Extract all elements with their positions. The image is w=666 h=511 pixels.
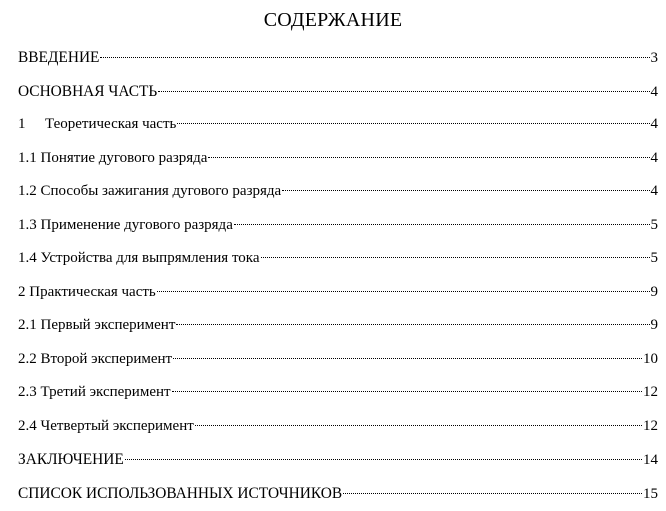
toc-leader-dots xyxy=(176,324,649,325)
toc-entry-references[interactable] xyxy=(18,477,658,511)
toc-entry-label xyxy=(18,108,176,142)
toc-leader-dots xyxy=(177,123,649,124)
toc-entry-label: ВВЕДЕНИЕ xyxy=(18,49,100,66)
toc-leader-dots xyxy=(208,157,649,158)
toc-entry-page: 4 xyxy=(650,183,658,199)
toc-leader-dots xyxy=(158,91,649,92)
toc-leader-dots xyxy=(157,291,650,292)
toc-entry-label: 1.3 Применение дугового разряда xyxy=(18,216,233,233)
toc-entry-label: 1.2 Способы зажигания дугового разряда xyxy=(18,183,282,199)
toc-entry-page: 5 xyxy=(650,250,658,266)
toc-entry-label: 2.2 Второй эксперимент xyxy=(18,350,173,367)
toc-entry-page: 3 xyxy=(650,50,658,66)
toc-leader-dots xyxy=(100,57,649,58)
toc-entry-theoretical-part[interactable] xyxy=(18,108,658,142)
toc-entry-page: 4 xyxy=(650,116,658,132)
toc-entry-label: ОСНОВНАЯ ЧАСТЬ xyxy=(18,82,158,100)
toc-entry-number: 1 xyxy=(18,116,26,132)
toc-entry-label: 2.4 Четвертый эксперимент xyxy=(18,417,194,434)
toc-list xyxy=(18,41,658,510)
toc-entry-page: 4 xyxy=(650,149,658,166)
toc-leader-dots xyxy=(234,224,650,225)
toc-entry-introduction[interactable] xyxy=(18,41,658,75)
toc-entry-page: 14 xyxy=(643,452,658,468)
toc-entry-label: 1.4 Устройства для выпрямления тока xyxy=(18,250,260,266)
toc-entry-page: 10 xyxy=(643,350,658,367)
toc-entry-label: ЗАКЛЮЧЕНИЕ xyxy=(18,451,124,468)
toc-entry-practical-part[interactable] xyxy=(18,276,658,310)
toc-entry-page: 9 xyxy=(650,317,658,333)
toc-entry-label: СПИСОК ИСПОЛЬЗОВАННЫХ ИСТОЧНИКОВ xyxy=(18,484,343,502)
toc-entry-main-part[interactable] xyxy=(18,75,658,109)
toc-entry-page: 15 xyxy=(643,485,658,502)
toc-leader-dots xyxy=(172,391,642,392)
toc-leader-dots xyxy=(282,190,649,191)
toc-leader-dots xyxy=(343,493,642,494)
toc-entry-page: 5 xyxy=(650,216,658,233)
toc-title: СОДЕРЖАНИЕ xyxy=(263,9,403,31)
toc-entry-page: 12 xyxy=(643,384,658,400)
toc-entry-1-2[interactable] xyxy=(18,175,658,209)
toc-leader-dots xyxy=(173,358,642,359)
toc-entry-label: 2.1 Первый эксперимент xyxy=(18,317,176,333)
toc-leader-dots xyxy=(195,425,642,426)
toc-entry-page: 9 xyxy=(650,283,658,300)
toc-entry-conclusion[interactable] xyxy=(18,443,658,477)
toc-entry-2-1[interactable] xyxy=(18,309,658,343)
toc-entry-1-3[interactable] xyxy=(18,209,658,243)
toc-entry-2-4[interactable] xyxy=(18,410,658,444)
toc-entry-2-3[interactable] xyxy=(18,376,658,410)
toc-entry-1-1[interactable] xyxy=(18,142,658,176)
toc-leader-dots xyxy=(125,459,642,460)
toc-entry-label: 2 Практическая часть xyxy=(18,283,156,300)
toc-entry-label: 1.1 Понятие дугового разряда xyxy=(18,149,208,166)
toc-entry-page: 12 xyxy=(643,417,658,434)
toc-entry-1-4[interactable] xyxy=(18,242,658,276)
toc-leader-dots xyxy=(261,257,650,258)
toc-entry-2-2[interactable] xyxy=(18,343,658,377)
toc-entry-label: 2.3 Третий эксперимент xyxy=(18,384,171,400)
toc-entry-page: 4 xyxy=(650,83,658,100)
toc-entry-text: Теоретическая часть xyxy=(45,116,177,132)
